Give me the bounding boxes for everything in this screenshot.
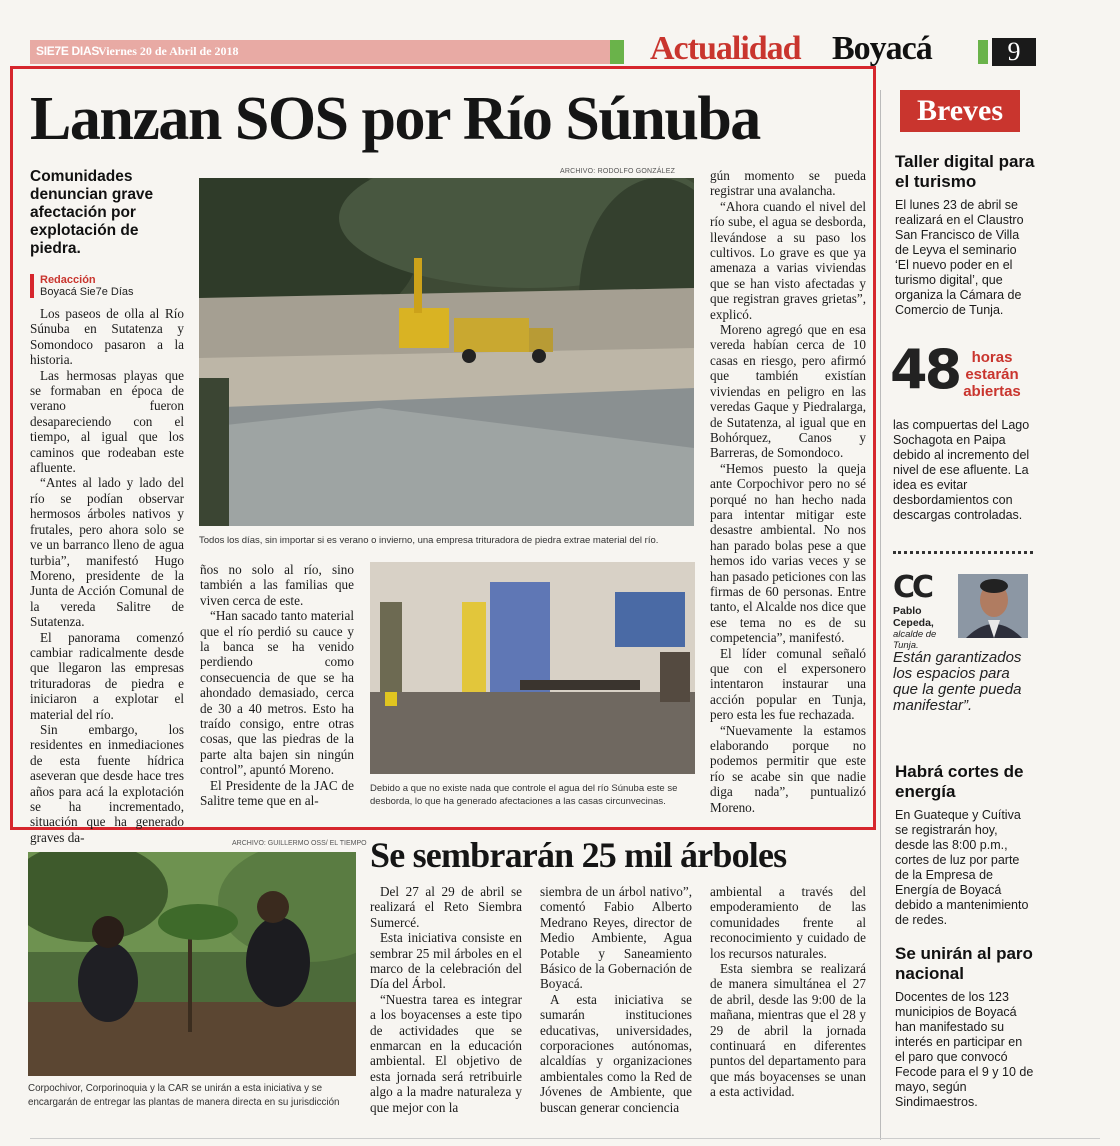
second-headline: Se sembrarán 25 mil árboles: [370, 835, 787, 875]
byline-accent: [30, 274, 34, 298]
section-title-boyaca: Boyacá: [832, 30, 932, 67]
photo-caption: Debido a que no existe nada que controle el agua del río Súnuba este se desborda, lo que ha generado afectaciones a las casas circunvecinas.: [370, 783, 678, 807]
breves-label: Breves: [916, 94, 1004, 127]
brief-text: las compuertas del Lago Sochagota en Paipa debido al incremento del nivel de ese afluente. La idea es evitar desbordamientos con descargas controladas.: [893, 418, 1030, 522]
paragraph: A esta iniciativa se sumarán instituciones educativas, universidades, corporaciones autónomas, alcaldías y organizaciones ambientales como la Red de Jóvenes de Ambiente, que buscan generar conciencia: [540, 991, 692, 1115]
photo-caption: Todos los días, sin importar si es verano o invierno, una empresa trituradora de piedra extrae material del río.: [199, 535, 659, 546]
quote-author-photo: [958, 574, 1028, 638]
quote-icon: CC: [893, 570, 932, 605]
paragraph: Del 27 al 29 de abril se realizará el Reto Siembra Sumercé.: [370, 884, 522, 930]
section-title-actualidad: Actualidad: [650, 30, 801, 67]
brief-title: Taller digital para el turismo: [895, 152, 1035, 191]
sidebar-divider: [880, 90, 881, 1140]
photo-credit: ARCHIVO: GUILLERMO OSS/ EL TIEMPO: [232, 840, 367, 847]
main-story-column-1: [30, 306, 184, 845]
paragraph: gún momento se pueda registrar una avalancha.: [710, 168, 866, 199]
paragraph: “Hemos puesto la queja ante Corpochivor pero no sé porqué no han hecho nada para intentar mitigar este desastre ambiental. No nos han parado bolas pese a que hemos ido varias veces y se han pasado peticiones con las firmas de 60 personas. Entre tanto, el Alcalde nos dice que ese tema no es de su competencia”, manifestó.: [710, 460, 867, 646]
paragraph: Las hermosas playas que se formaban en época de verano fueron desapareciendo con el tiempo, al igual que los caminos que rodeaban este afluente.: [30, 367, 184, 476]
paragraph: El líder comunal señaló que con el expersonero intentaron instaurar una acción popular en Tunja, pero esta les fue rechazada.: [710, 645, 866, 723]
paragraph: Moreno agregó que en esa vereda habían cerca de 10 casas en riesgo, pero afirmó que también existían viviendas en peligro en las veredas Gaque y Piedralarga, de Sutatenza, al igual que en Bohórquez, Canos y Barreras, de Somondoco.: [710, 322, 866, 461]
brief-title: Se unirán al paro nacional: [895, 944, 1033, 983]
flooded-house-photo: [370, 562, 695, 774]
main-story-column-3: [710, 168, 866, 815]
paragraph: “Han sacado tanto material que el río perdió su cauce y la banca se ha venido perdiendo como consecuencia de que se ha ahondado demasiado, cerca de 30 a 40 metros. Esto ha traído consigo, entre otras cosas, que las piedras de la parte alta bajen sin ningún control”, apuntó Moreno.: [200, 608, 354, 778]
brief-text: En Guateque y Cuítiva se registrarán hoy, desde las 8:00 p.m., cortes de luz por parte de la Empresa de Energía de Boyacá debido a mantenimiento de redes.: [895, 808, 1029, 927]
main-story-column-2: [200, 562, 354, 809]
photo-credit: ARCHIVO: RODOLFO GONZÁLEZ: [560, 168, 676, 175]
paragraph: El panorama comenzó cambiar radicalmente desde que llegaron las empresas trituradoras de piedra e iniciaron a explotar el material del río.: [30, 629, 184, 722]
main-headline: Lanzan SOS por Río Súnuba: [30, 85, 760, 153]
paragraph: ambiental a través del empoderamiento de las comunidades frente al reconocimiento y cuidado de los recursos naturales.: [710, 884, 866, 961]
byline-label: Redacción: [40, 274, 96, 286]
quote-author-role: alcalde de Tunja.: [893, 629, 937, 651]
paragraph: “Nuevamente la estamos elaborando porque no podemos permitir que este río se acabe sin que nadie diga nada”, puntualizó Moreno.: [710, 722, 866, 815]
paragraph: Los paseos de olla al Río Súnuba en Sutatenza y Somondoco pasaron a la historia.: [30, 306, 184, 368]
river-quarry-photo: [199, 178, 694, 526]
byline-name: Boyacá Sie7e Días: [40, 286, 134, 298]
paragraph: ños no solo al río, sino también a las familias que viven cerca de este.: [200, 562, 354, 608]
dotted-divider: [893, 551, 1033, 554]
paragraph: “Nuestra tarea es integrar a los boyacenses a este tipo de actividades que se enmarcan en la educación ambiental. El objetivo de esta jornada será retribuirle algo a la madre naturaleza y que mejor con la: [370, 991, 522, 1115]
second-story-column-1: [370, 884, 522, 1115]
brief-text: El lunes 23 de abril se realizará en el Claustro San Francisco de Villa de Leyva el seminario ‘El nuevo poder en el turismo digital’, que organiza la Cámara de Comercio de Tunja.: [895, 198, 1024, 317]
paragraph: El Presidente de la JAC de Salitre teme que en al-: [200, 777, 354, 809]
paragraph: Esta iniciativa consiste en sembrar 25 mil árboles en el marco de la celebración del Día del Árbol.: [370, 930, 522, 992]
newspaper-brand: SIE7E DIAS: [36, 44, 100, 58]
second-story-column-2: [540, 884, 692, 1115]
brief-title: Habrá cortes de energía: [895, 762, 1024, 801]
paragraph: Esta siembra se realizará de manera simultánea el 27 de abril, desde las 9:00 de la mañana, mientras que el 28 y 29 de abril la jornada continuará en diferentes puntos del departamento para que más boyacenses se unan a esta actividad.: [710, 961, 866, 1100]
photo-caption: Corpochivor, Corporinoquia y la CAR se unirán a esta iniciativa y se encargarán de entregar las plantas de manera directa en su jurisdicción: [28, 1083, 340, 1108]
second-story-column-3: [710, 884, 866, 1100]
brief-big-number: 48: [890, 338, 960, 401]
brief-text: Docentes de los 123 municipios de Boyacá han manifestado su interés en participar en el paro que convocó Fecode para el 9 y 10 de mayo, según Sindimaestros.: [895, 990, 1034, 1109]
paragraph: “Antes al lado y lado del río se podían observar hermosos árboles nativos y frutales, pero ahora solo se ve un barranco lleno de agua turbia”, manifestó Hugo Moreno, presidente de la Junta de Acción Comunal de la vereda Salitre de Sutatenza.: [30, 475, 184, 630]
paragraph: siembra de un árbol nativo”, comentó Fabio Alberto Medrano Reyes, director de Medio Ambiente, Agua Potable y Saneamiento Básico de la Gobernación de Boyacá.: [540, 884, 692, 992]
paragraph: Sin embargo, los residentes en inmediaciones de esta fuente hídrica aseveran que desde hace tres años para acá la explotación se ha incrementado, situación que ha generado graves da-: [30, 721, 184, 845]
quote-author: Pablo Cepeda,: [893, 605, 934, 629]
header-accent-bar: [610, 40, 624, 64]
page-number: 9: [992, 38, 1036, 66]
tree-planting-photo: [28, 852, 356, 1076]
main-subhead: Comunidades denuncian grave afectación por explotación de piedra.: [30, 168, 154, 257]
paragraph: “Ahora cuando el nivel del río sube, el agua se desborda, llevándose a su paso los cultivos. Lo grave es que ya amenaza a varias viviendas que se han visto afectadas y que registran graves grietas”, explicó.: [710, 198, 866, 322]
issue-date: Viernes 20 de Abril de 2018: [98, 44, 239, 58]
page-bottom-rule: [30, 1138, 1100, 1139]
brief-number-title: horas estarán abiertas: [963, 349, 1021, 400]
quote-text: Están garantizados los espacios para que la gente pueda manifestar”.: [893, 649, 1022, 714]
page-number-accent: [978, 40, 988, 64]
